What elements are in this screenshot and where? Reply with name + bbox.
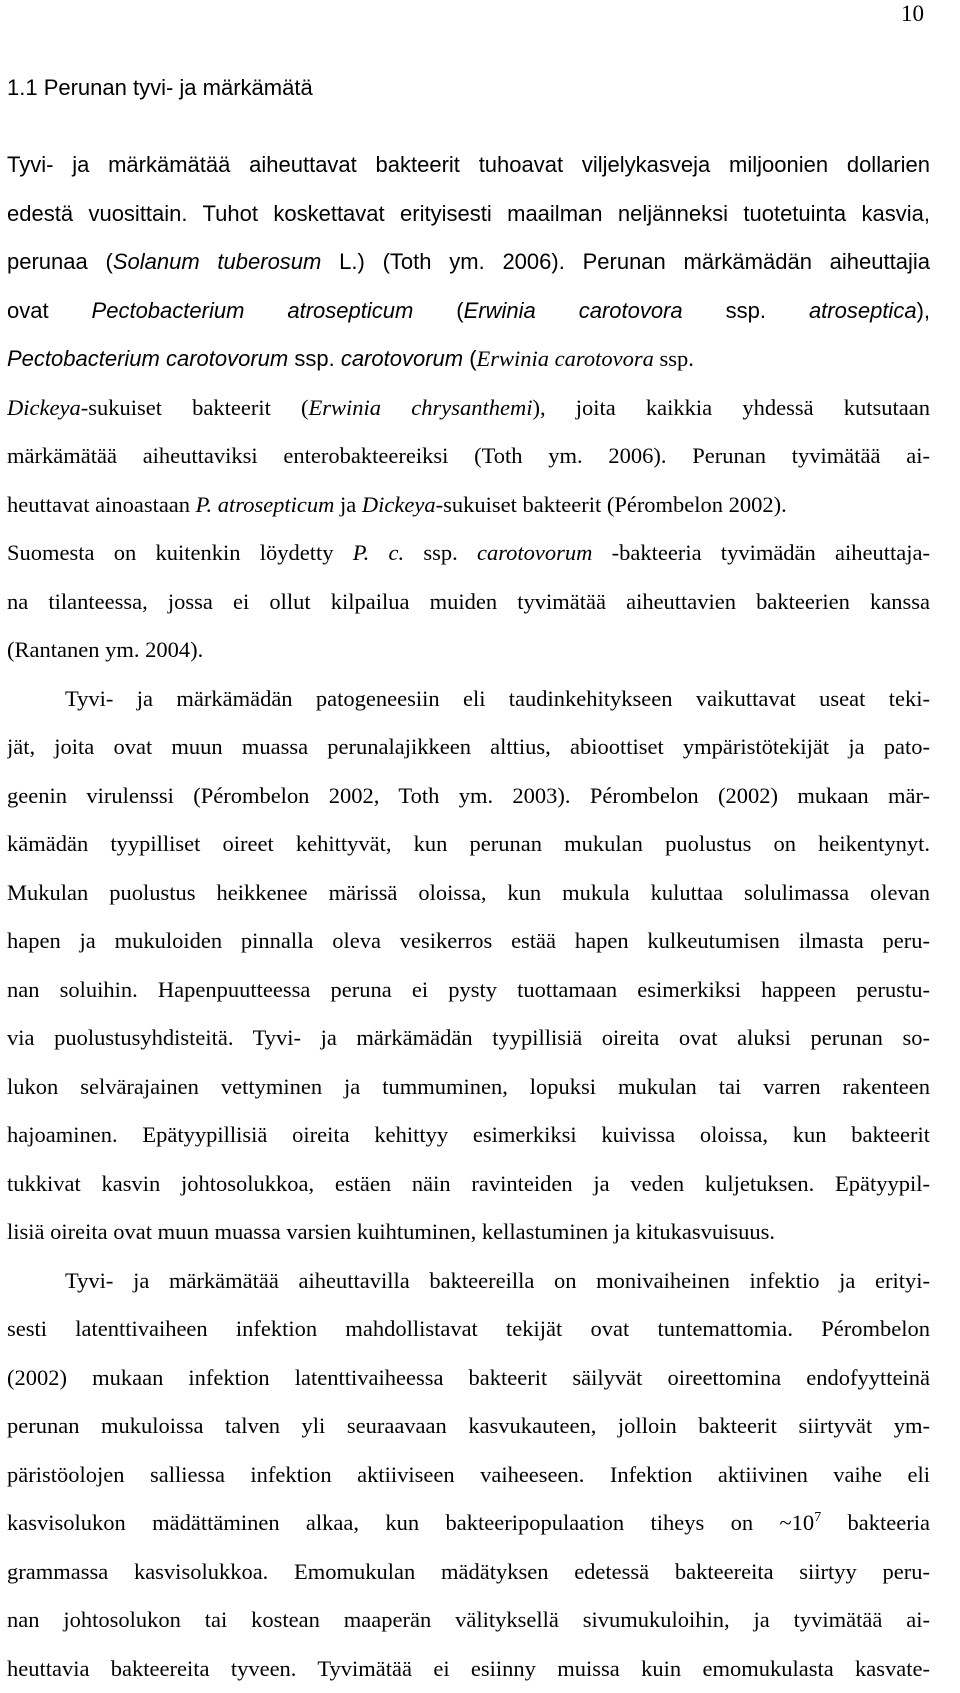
text-line xyxy=(7,1063,930,1112)
text-segment: lukon selvärajainen vettyminen ja tummuminen, lopuksi mukulan tai varren rakenteen xyxy=(7,1074,930,1099)
text-segment: ), xyxy=(917,298,930,323)
text-line xyxy=(7,287,930,336)
text-line xyxy=(7,238,930,287)
text-line xyxy=(7,1548,930,1597)
text-segment: ssp. xyxy=(654,346,694,371)
body-text xyxy=(7,141,930,1693)
superscript: 7 xyxy=(814,1510,821,1525)
text-segment: -sukuiset bakteerit ( xyxy=(81,395,309,420)
text-line xyxy=(7,384,930,433)
italic-term: atroseptica xyxy=(809,298,917,323)
text-segment: ssp. xyxy=(683,298,809,323)
italic-term: Erwinia carotovora xyxy=(464,298,683,323)
text-line xyxy=(7,626,930,675)
text-segment: bakteeria xyxy=(821,1510,930,1535)
text-segment: Tyvi- ja märkämätää aiheuttavilla bakteereilla on monivaiheinen infektio ja erityi- xyxy=(65,1268,930,1293)
text-segment: grammassa kasvisolukkoa. Emomukulan mädätyksen edetessä bakteereita siirtyy peru- xyxy=(7,1559,930,1584)
text-line xyxy=(7,190,930,239)
italic-term: P. c. xyxy=(353,540,404,565)
italic-term: Erwinia chrysanthemi xyxy=(309,395,533,420)
text-segment: (2002) mukaan infektion latenttivaiheessa bakteerit säilyvät oireettomina endofyytteinä xyxy=(7,1365,930,1390)
text-line xyxy=(7,675,930,724)
text-line xyxy=(7,1160,930,1209)
text-line xyxy=(7,529,930,578)
italic-term: Pectobacterium carotovorum xyxy=(7,346,288,371)
text-line xyxy=(7,869,930,918)
text-segment: hajoaminen. Epätyypillisiä oireita kehittyy esimerkiksi kuivissa oloissa, kun bakteerit xyxy=(7,1122,930,1147)
text-line xyxy=(7,1257,930,1306)
text-segment: hapen ja mukuloiden pinnalla oleva vesikerros estää hapen kulkeutumisen ilmasta peru- xyxy=(7,928,930,953)
text-segment: heuttavia bakteereita tyveen. Tyvimätää ei esiinny muissa kuin emomukulasta kasvate- xyxy=(7,1656,930,1681)
italic-term: Solanum tuberosum xyxy=(113,249,322,274)
text-line xyxy=(7,772,930,821)
text-line xyxy=(7,432,930,481)
text-line xyxy=(7,1305,930,1354)
text-line xyxy=(7,917,930,966)
text-line xyxy=(7,966,930,1015)
text-line xyxy=(7,1354,930,1403)
italic-term: Dickeya xyxy=(362,492,436,517)
italic-term: Pectobacterium atrosepticum xyxy=(92,298,414,323)
text-segment: nan johtosolukon tai kostean maaperän välityksellä sivumukuloihin, ja tyvimätää ai- xyxy=(7,1607,930,1632)
text-segment: -sukuiset bakteerit (Pérombelon 2002). xyxy=(436,492,787,517)
text-line xyxy=(7,723,930,772)
text-segment: ), joita kaikkia yhdessä kutsutaan xyxy=(532,395,930,420)
text-line xyxy=(7,141,930,190)
italic-term: Erwinia carotovora xyxy=(477,346,654,371)
italic-term: Dickeya xyxy=(7,395,81,420)
text-segment: Tyvi- ja märkämätää aiheuttavat bakteerit tuhoavat viljelykasveja miljoonien dollarien xyxy=(7,152,930,177)
text-line xyxy=(7,1499,930,1548)
text-line xyxy=(7,1402,930,1451)
text-segment: Tyvi- ja märkämädän patogeneesiin eli taudinkehitykseen vaikuttavat useat teki- xyxy=(65,686,930,711)
text-segment: sesti latenttivaiheen infektion mahdollistavat tekijät ovat tuntemattomia. Pérombelon xyxy=(7,1316,930,1341)
text-segment: märkämätää aiheuttaviksi enterobakteereiksi (Toth ym. 2006). Perunan tyvimätää ai- xyxy=(7,443,930,468)
text-segment: ovat xyxy=(7,298,92,323)
section-heading: 1.1 Perunan tyvi- ja märkämätä xyxy=(7,74,313,102)
italic-term: P. atrosepticum xyxy=(196,492,335,517)
text-segment: ssp. xyxy=(288,346,341,371)
text-segment: ( xyxy=(463,346,476,371)
text-line xyxy=(7,1014,930,1063)
text-segment: geenin virulenssi (Pérombelon 2002, Toth ym. 2003). Pérombelon (2002) mukaan mär- xyxy=(7,783,930,808)
text-line xyxy=(7,1111,930,1160)
text-segment: päristöolojen salliessa infektion aktiiviseen vaiheeseen. Infektion aktiivinen vaihe eli xyxy=(7,1462,930,1487)
text-segment: Mukulan puolustus heikkenee märissä oloissa, kun mukula kuluttaa solulimassa olevan xyxy=(7,880,930,905)
page-number: 10 xyxy=(901,0,924,28)
text-line xyxy=(7,578,930,627)
text-line xyxy=(7,820,930,869)
text-line xyxy=(7,1645,930,1693)
text-line xyxy=(7,1451,930,1500)
text-segment: L.) (Toth ym. 2006). Perunan märkämädän aiheuttajia xyxy=(321,249,930,274)
text-segment: jät, joita ovat muun muassa perunalajikkeen alttius, abioottiset ympäristötekijät ja pato- xyxy=(7,734,930,759)
text-segment: perunan mukuloissa talven yli seuraavaan kasvukauteen, jolloin bakteerit siirtyvät ym- xyxy=(7,1413,930,1438)
italic-term: carotovorum xyxy=(341,346,463,371)
text-segment: Suomesta on kuitenkin löydetty xyxy=(7,540,353,565)
text-segment: perunaa ( xyxy=(7,249,113,274)
italic-term: carotovorum xyxy=(477,540,592,565)
text-segment: heuttavat ainoastaan xyxy=(7,492,196,517)
text-segment: kasvisolukon mädättäminen alkaa, kun bakteeripopulaation tiheys on ~10 xyxy=(7,1510,814,1535)
text-line xyxy=(7,1208,930,1257)
text-line xyxy=(7,335,930,384)
text-line xyxy=(7,481,930,530)
text-segment: tukkivat kasvin johtosolukkoa, estäen näin ravinteiden ja veden kuljetuksen. Epätyypil- xyxy=(7,1171,930,1196)
text-segment: ja xyxy=(334,492,362,517)
text-segment: lisiä oireita ovat muun muassa varsien kuihtuminen, kellastuminen ja kitukasvuisuus. xyxy=(7,1219,775,1244)
text-line xyxy=(7,1596,930,1645)
text-segment: edestä vuosittain. Tuhot koskettavat erityisesti maailman neljänneksi tuotetuinta kasvia, xyxy=(7,201,930,226)
text-segment: (Rantanen ym. 2004). xyxy=(7,637,203,662)
text-segment: -bakteeria tyvimädän aiheuttaja- xyxy=(592,540,930,565)
text-segment: ssp. xyxy=(404,540,477,565)
text-segment: kämädän tyypilliset oireet kehittyvät, kun perunan mukulan puolustus on heikentynyt. xyxy=(7,831,930,856)
text-segment: via puolustusyhdisteitä. Tyvi- ja märkämädän tyypillisiä oireita ovat aluksi perunan so- xyxy=(7,1025,930,1050)
text-segment: nan soluihin. Hapenpuutteessa peruna ei pysty tuottamaan esimerkiksi happeen perustu- xyxy=(7,977,930,1002)
text-segment: na tilanteessa, jossa ei ollut kilpailua muiden tyvimätää aiheuttavien bakteerien kanssa xyxy=(7,589,930,614)
text-segment: ( xyxy=(413,298,463,323)
